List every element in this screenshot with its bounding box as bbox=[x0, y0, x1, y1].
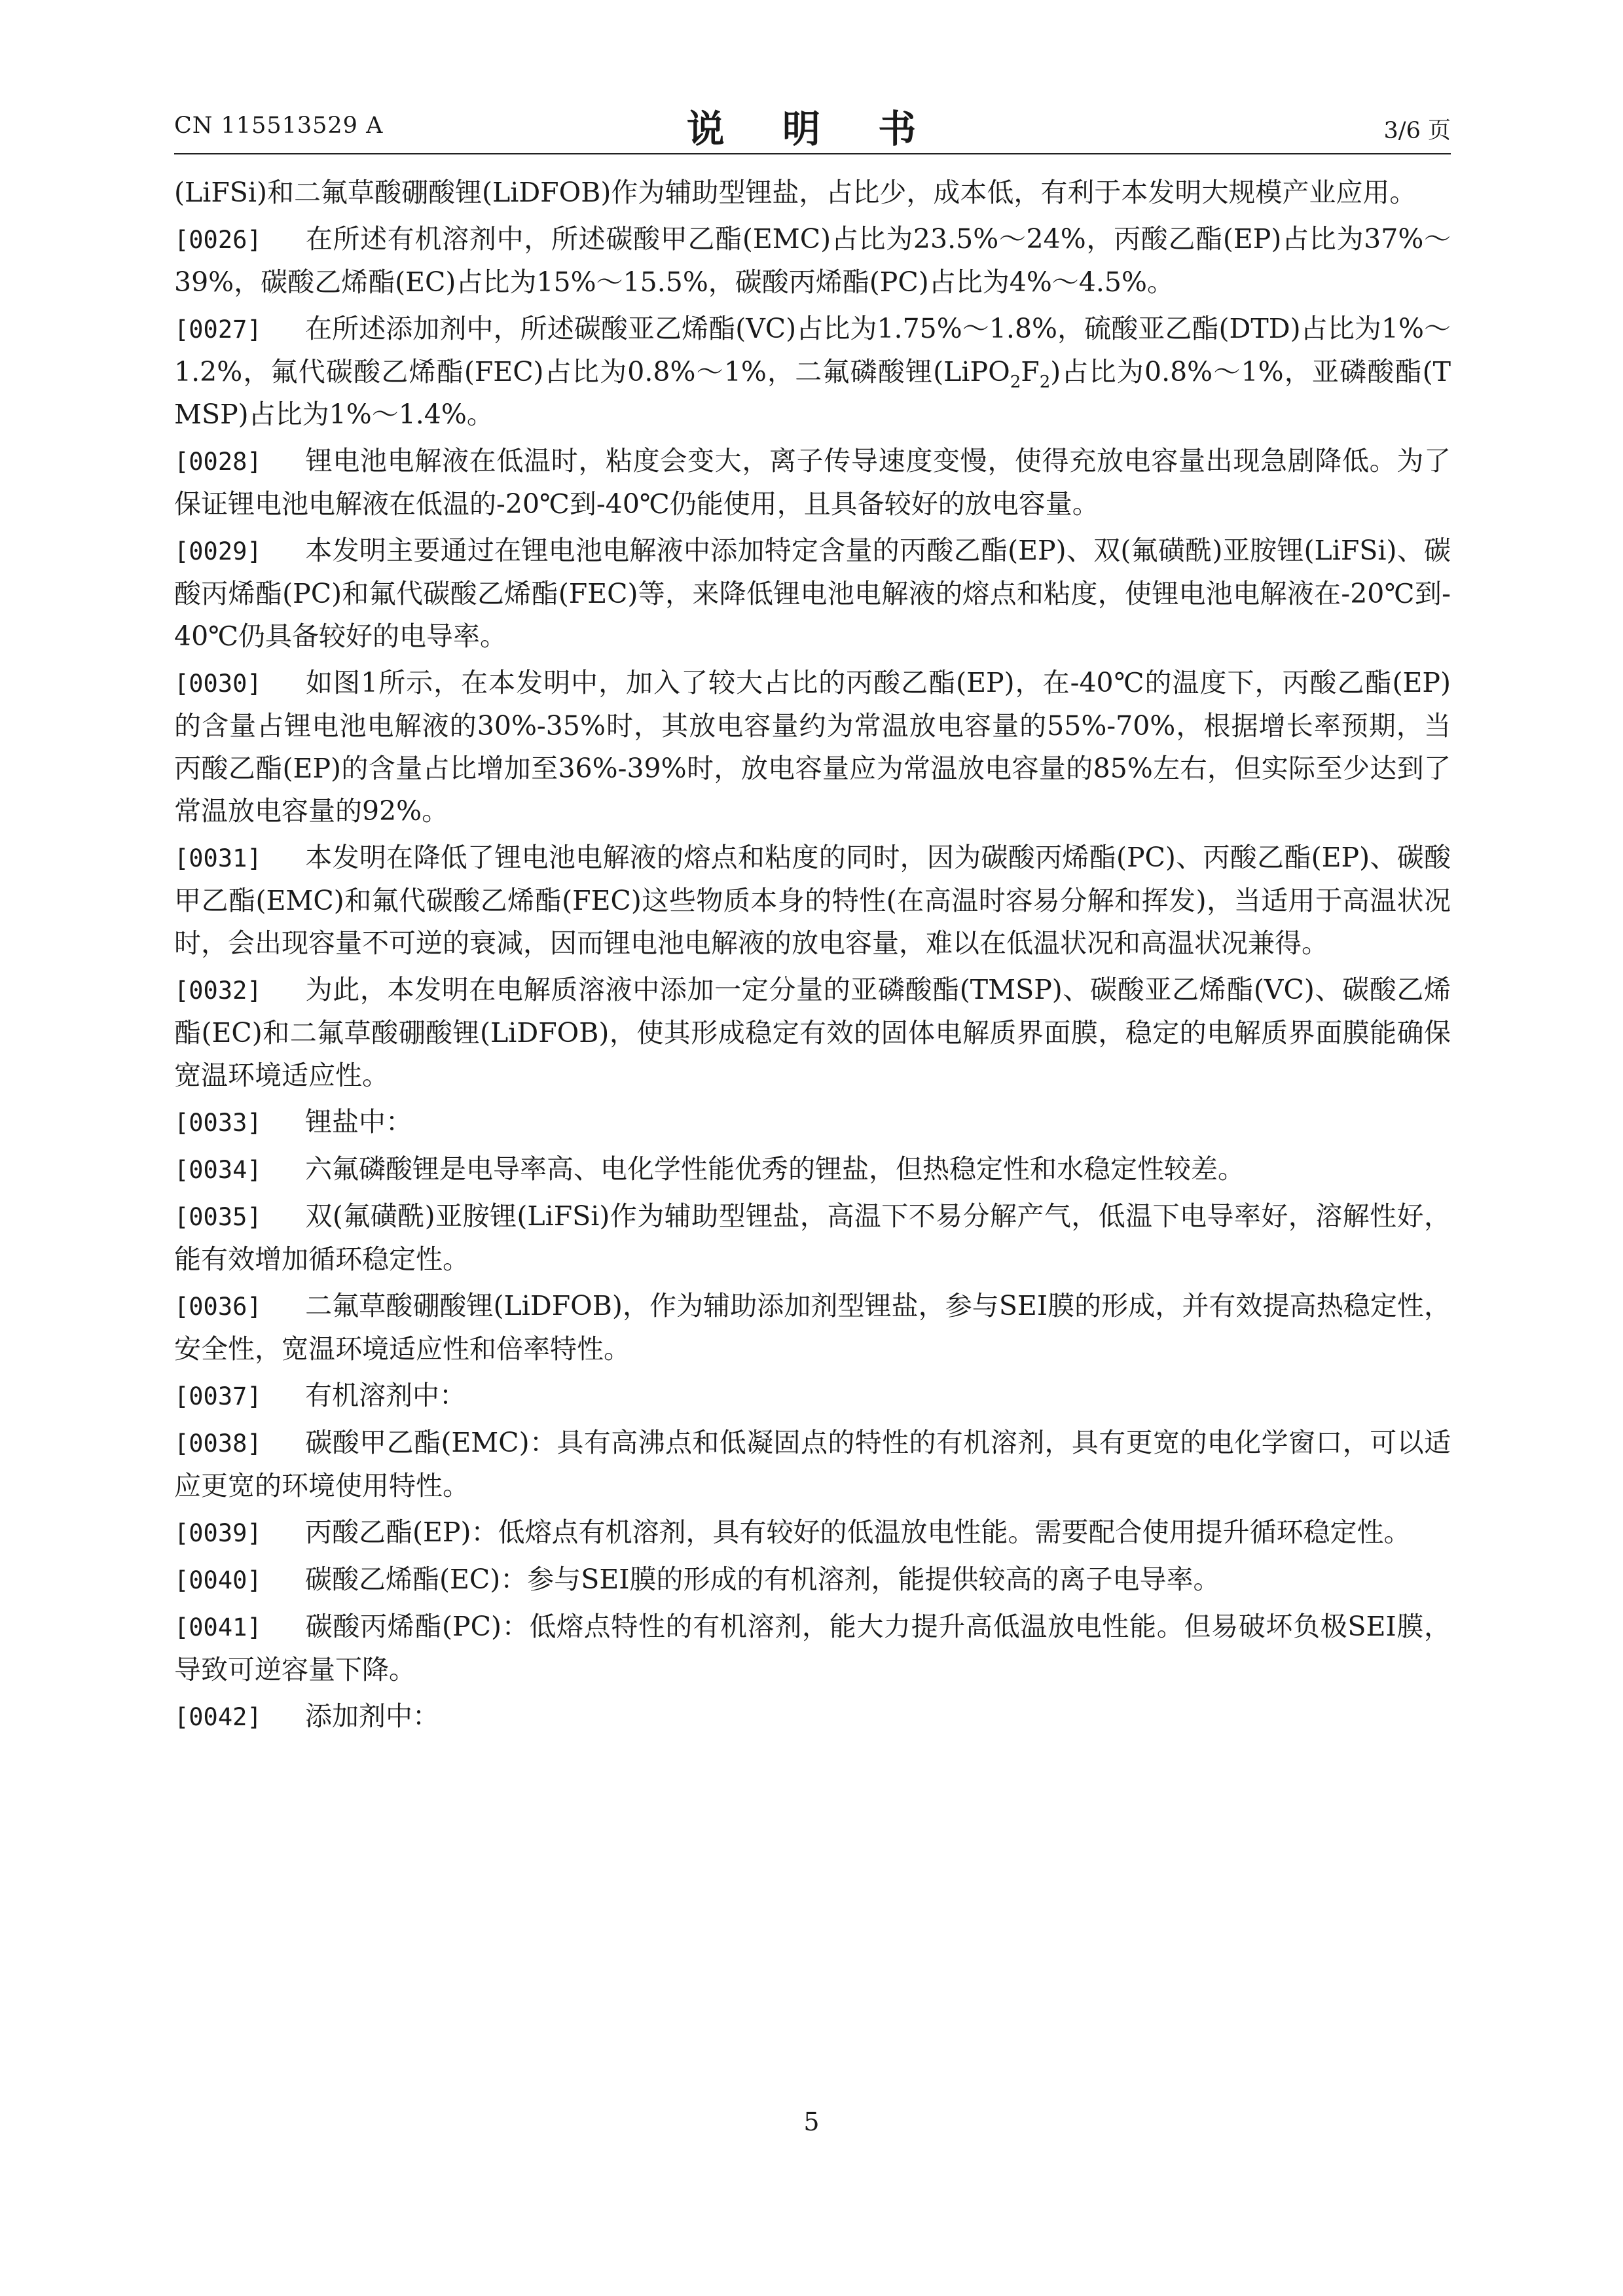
paragraph-0034 bbox=[174, 1148, 1451, 1191]
paragraph-0036 bbox=[174, 1285, 1451, 1371]
paragraph-number: [0036] bbox=[174, 1293, 262, 1321]
paragraph-number: [0038] bbox=[174, 1429, 262, 1458]
paragraph-number: [0040] bbox=[174, 1566, 262, 1594]
paragraph-0035 bbox=[174, 1195, 1451, 1281]
paragraph-text: 为此，本发明在电解质溶液中添加一定分量的亚磷酸酯(TMSP)、碳酸亚乙烯酯(VC)、碳酸乙烯酯(EC)和二氟草酸硼酸锂(LiDFOB)，使其形成稳定有效的固体电解质界面膜，稳定的电解质界面膜能确保宽温环境适应性。 bbox=[174, 974, 1451, 1091]
paragraph-text: 锂盐中： bbox=[305, 1106, 412, 1138]
paragraph-0039 bbox=[174, 1511, 1451, 1554]
paragraph-text: 二氟草酸硼酸锂(LiDFOB)，作为辅助添加剂型锂盐，参与SEI膜的形成，并有效提高热稳定性，安全性，宽温环境适应性和倍率特性。 bbox=[174, 1290, 1451, 1365]
paragraph-0033 bbox=[174, 1101, 1451, 1144]
paragraph-0042 bbox=[174, 1695, 1451, 1738]
paragraph-number: [0037] bbox=[174, 1382, 262, 1410]
paragraph-text: 添加剂中： bbox=[305, 1700, 439, 1732]
paragraph-number: [0026] bbox=[174, 226, 262, 254]
paragraph-number: [0035] bbox=[174, 1203, 262, 1231]
subscript: 2 bbox=[1039, 372, 1051, 392]
paragraph-0038 bbox=[174, 1422, 1451, 1507]
paragraph-0037 bbox=[174, 1374, 1451, 1418]
paragraph-0029 bbox=[174, 529, 1451, 658]
subscript: 2 bbox=[1010, 372, 1021, 392]
paragraph-text: 丙酸乙酯(EP)：低熔点有机溶剂，具有较好的低温放电性能。需要配合使用提升循环稳定性。 bbox=[305, 1516, 1411, 1548]
paragraph-0032 bbox=[174, 969, 1451, 1097]
paragraph-number: [0027] bbox=[174, 315, 262, 344]
paragraph-continuation bbox=[174, 171, 1451, 214]
paragraph-number: [0029] bbox=[174, 537, 262, 565]
paragraph-text: 碳酸甲乙酯(EMC)：具有高沸点和低凝固点的特性的有机溶剂，具有更宽的电化学窗口，可以适应更宽的环境使用特性。 bbox=[174, 1427, 1451, 1501]
header-divider bbox=[174, 153, 1451, 154]
paragraph-text: 本发明在降低了锂电池电解液的熔点和粘度的同时，因为碳酸丙烯酯(PC)、丙酸乙酯(EP)、碳酸甲乙酯(EMC)和氟代碳酸乙烯酯(FEC)这些物质本身的特性(在高温时容易分解和挥发)，当适用于高温状况时，会出现容量不可逆的衰减，因而锂电池电解液的放电容量，难以在低温状况和高温状况兼得。 bbox=[174, 842, 1451, 959]
paragraph-0040 bbox=[174, 1558, 1451, 1602]
paragraph-0028 bbox=[174, 440, 1451, 526]
paragraph-number: [0042] bbox=[174, 1703, 262, 1731]
paragraph-0027 bbox=[174, 308, 1451, 436]
paragraph-number: [0028] bbox=[174, 448, 262, 476]
page-number: 5 bbox=[803, 2108, 820, 2136]
doc-title: 说 明 书 bbox=[686, 107, 939, 151]
page-header bbox=[174, 98, 1451, 157]
paragraph-text: 有机溶剂中： bbox=[305, 1380, 466, 1411]
paragraph-number: [0031] bbox=[174, 844, 262, 872]
paragraph-0026 bbox=[174, 218, 1451, 304]
paragraph-text: 双(氟磺酰)亚胺锂(LiFSi)作为辅助型锂盐，高温下不易分解产气，低温下电导率好，溶解性好，能有效增加循环稳定性。 bbox=[174, 1200, 1451, 1275]
paragraph-text: F bbox=[1021, 356, 1040, 387]
paragraph-text: 在所述有机溶剂中，所述碳酸甲乙酯(EMC)占比为23.5%～24%，丙酸乙酯(EP)占比为37%～39%，碳酸乙烯酯(EC)占比为15%～15.5%，碳酸丙烯酯(PC)占比为4%～4.5%。 bbox=[174, 223, 1451, 298]
doc-number: CN 115513529 A bbox=[174, 113, 384, 139]
page-count: 3/6 页 bbox=[1383, 118, 1451, 144]
paragraph-number: [0039] bbox=[174, 1519, 262, 1547]
paragraph-0031 bbox=[174, 836, 1451, 965]
paragraph-text: (LiFSi)和二氟草酸硼酸锂(LiDFOB)作为辅助型锂盐，占比少，成本低，有利于本发明大规模产业应用。 bbox=[174, 177, 1417, 208]
paragraph-text: 在所述添加剂中，所述碳酸亚乙烯酯(VC)占比为1.75%～1.8%，硫酸亚乙酯(DTD)占比为1%～1.2%，氟代碳酸乙烯酯(FEC)占比为0.8%～1%，二氟磷酸锂(LiPO bbox=[174, 313, 1451, 387]
paragraph-0041 bbox=[174, 1605, 1451, 1691]
paragraph-number: [0041] bbox=[174, 1613, 262, 1641]
paragraph-text: 本发明主要通过在锂电池电解液中添加特定含量的丙酸乙酯(EP)、双(氟磺酰)亚胺锂(LiFSi)、碳酸丙烯酯(PC)和氟代碳酸乙烯酯(FEC)等，来降低锂电池电解液的熔点和粘度，使锂电池电解液在-20℃到-40℃仍具备较好的电导率。 bbox=[174, 535, 1451, 652]
paragraph-number: [0033] bbox=[174, 1109, 262, 1137]
paragraph-text: 碳酸乙烯酯(EC)：参与SEI膜的形成的有机溶剂，能提供较高的离子电导率。 bbox=[305, 1564, 1220, 1595]
document-body bbox=[174, 171, 1451, 1742]
paragraph-number: [0032] bbox=[174, 977, 262, 1005]
paragraph-text: 碳酸丙烯酯(PC)：低熔点特性的有机溶剂，能大力提升高低温放电性能。但易破坏负极SEI膜，导致可逆容量下降。 bbox=[174, 1611, 1451, 1685]
paragraph-text: 锂电池电解液在低温时，粘度会变大，离子传导速度变慢，使得充放电容量出现急剧降低。为了保证锂电池电解液在低温的-20℃到-40℃仍能使用，且具备较好的放电容量。 bbox=[174, 445, 1451, 520]
paragraph-text: )占比为0.8%～1%，亚磷酸酯(TMSP)占比为1%～1.4%。 bbox=[174, 356, 1451, 430]
paragraph-number: [0030] bbox=[174, 670, 262, 698]
paragraph-0030 bbox=[174, 662, 1451, 833]
paragraph-text: 如图1所示，在本发明中，加入了较大占比的丙酸乙酯(EP)，在-40℃的温度下，丙酸乙酯(EP)的含量占锂电池电解液的30%-35%时，其放电容量约为常温放电容量的55%-70%，根据增长率预期，当丙酸乙酯(EP)的含量占比增加至36%-39%时，放电容量应为常温放电容量的85%左右，但实际至少达到了常温放电容量的92%。 bbox=[174, 667, 1451, 827]
paragraph-number: [0034] bbox=[174, 1156, 262, 1184]
paragraph-text: 六氟磷酸锂是电导率高、电化学性能优秀的锂盐，但热稳定性和水稳定性较差。 bbox=[305, 1153, 1245, 1185]
